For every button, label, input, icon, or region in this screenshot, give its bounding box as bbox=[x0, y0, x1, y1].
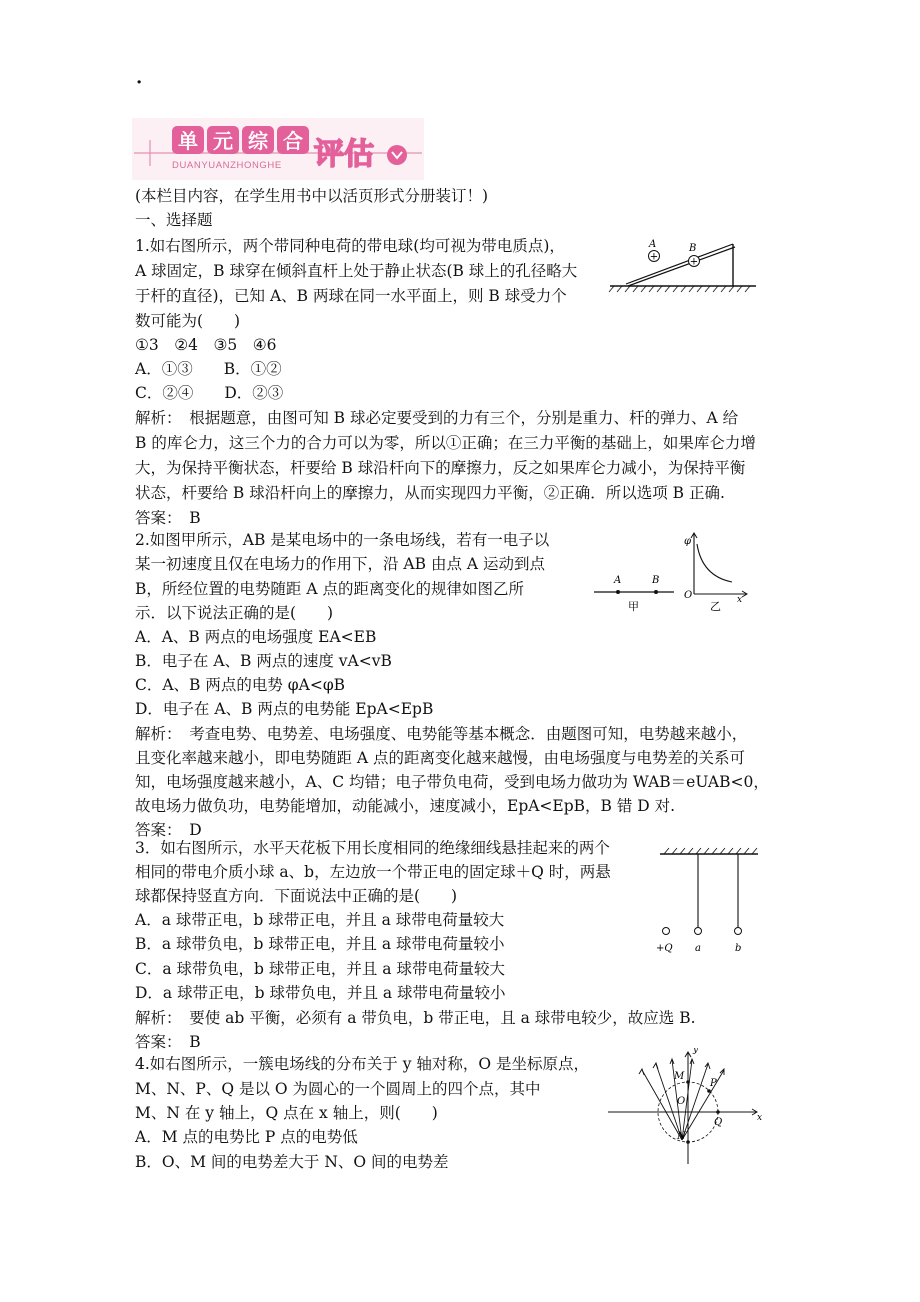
q4-stem-1: 4.如右图所示，一簇电场线的分布关于 y 轴对称，O 是坐标原点， bbox=[135, 1055, 590, 1073]
q2-potential-curve bbox=[697, 544, 732, 582]
q1-stem-1: 1.如右图所示，两个带同种电荷的带电球(均可视为带电质点)， bbox=[135, 237, 565, 255]
q1-figure-incline bbox=[608, 230, 758, 300]
banner-char-4: 合 bbox=[283, 129, 303, 153]
q2-stem-4: 示．以下说法正确的是( ) bbox=[135, 604, 334, 622]
svg-text:y: y bbox=[693, 1048, 699, 1055]
q1-analysis-2: B 的库仑力，这三个力的合力可以为零，所以①正确；在三力平衡的基础上，如果库仑力增 bbox=[135, 434, 756, 452]
q2-figure bbox=[592, 528, 756, 628]
svg-text:+Q: +Q bbox=[656, 943, 673, 954]
q1-answer: 答案： B bbox=[135, 509, 201, 527]
q2-option-d: D．电子在 A、B 两点的电势能 EpA<EpB bbox=[135, 700, 434, 718]
svg-text:+: + bbox=[689, 256, 699, 268]
svg-text:M: M bbox=[674, 1071, 685, 1082]
q3-ball-b bbox=[735, 928, 742, 935]
q2-stem-2: 某一初速度且仅在电场力的作用下，沿 AB 由点 A 运动到点 bbox=[135, 555, 545, 573]
binding-note: (本栏目内容，在学生用书中以活页形式分册装订！) bbox=[135, 187, 489, 205]
q3-ball-a bbox=[695, 928, 702, 935]
svg-text:甲: 甲 bbox=[628, 600, 639, 613]
svg-text:x: x bbox=[757, 1113, 763, 1123]
q3-stem-2: 相同的带电介质小球 a、b，左边放一个带正电的固定球＋Q 时，两悬 bbox=[135, 863, 611, 881]
q3-answer: 答案： B bbox=[135, 1033, 201, 1051]
section-heading: 一、选择题 bbox=[135, 211, 213, 229]
q3-stem-3: 球都保持竖直方向．下面说法中正确的是( ) bbox=[135, 887, 458, 905]
q3-figure-pendulums bbox=[650, 842, 762, 962]
svg-text:a: a bbox=[695, 943, 701, 954]
q1-analysis-4: 状态，杆要给 B 球沿杆向上的摩擦力，从而实现四力平衡，②正确．所以选项 B 正确. bbox=[135, 484, 725, 502]
q1-items: ①3 ②4 ③5 ④6 bbox=[135, 336, 277, 354]
q2-answer: 答案： D bbox=[135, 821, 202, 839]
q3-option-b: B．a 球带负电，b 球带正电，并且 a 球带电荷量较小 bbox=[135, 935, 505, 953]
svg-text:B: B bbox=[652, 575, 660, 586]
banner-pinyin: DUANYUANZHONGHE bbox=[172, 160, 282, 171]
svg-text:φ: φ bbox=[684, 536, 692, 547]
svg-text:P: P bbox=[710, 1078, 717, 1089]
q1-option-row-1: A．①③ B．①② bbox=[135, 360, 282, 378]
q3-option-d: D．a 球带正电，b 球带负电，并且 a 球带电荷量较小 bbox=[135, 984, 506, 1002]
banner-char-2: 元 bbox=[213, 129, 233, 153]
q2-option-b: B．电子在 A、B 两点的速度 vA<vB bbox=[135, 652, 392, 670]
unit-banner bbox=[132, 118, 424, 180]
q3-ball-q bbox=[663, 928, 670, 935]
q2-analysis-4: 故电场力做负功，电势能增加，动能减小，速度减小，EpA<EpB，B 错 D 对. bbox=[135, 797, 676, 815]
q4-stem-3: M、N 在 y 轴上，Q 点在 x 轴上，则( ) bbox=[135, 1104, 438, 1122]
q4-option-b: B．O、M 间的电势差大于 N、O 间的电势差 bbox=[135, 1153, 449, 1171]
q3-option-a: A．a 球带正电，b 球带正电，并且 a 球带电荷量较大 bbox=[135, 911, 505, 929]
q2-option-c: C．A、B 两点的电势 φA<φB bbox=[135, 676, 346, 694]
q1-analysis-1: 解析： 根据题意，由图可知 B 球必定要受到的力有三个，分别是重力、杆的弹力、A 给 bbox=[135, 409, 739, 427]
banner-char-3: 综 bbox=[248, 129, 268, 153]
svg-text:b: b bbox=[735, 943, 742, 954]
banner-suffix: 评估 bbox=[314, 137, 374, 172]
svg-text:O: O bbox=[684, 590, 693, 601]
svg-text:x: x bbox=[737, 595, 743, 605]
q2-analysis-1: 解析： 考查电势、电势差、电场强度、电势能等基本概念．由题图可知，电势越来越小， bbox=[135, 725, 748, 743]
svg-text:A: A bbox=[649, 239, 657, 250]
q2-analysis-2: 且变化率越来越小，即电势随距 A 点的距离变化越来越慢，由电场强度与电势差的关系可 bbox=[135, 749, 746, 767]
q1-option-row-2: C．②④ D．②③ bbox=[135, 384, 284, 402]
banner-char-1: 单 bbox=[178, 129, 198, 153]
svg-text:+: + bbox=[649, 251, 659, 263]
q1-analysis-3: 大，为保持平衡状态，杆要给 B 球沿杆向下的摩擦力，反之如果库仑力减小，为保持平衡 bbox=[135, 459, 746, 477]
q4-option-a: A．M 点的电势比 P 点的电势低 bbox=[135, 1128, 358, 1146]
q4-figure-field bbox=[606, 1048, 766, 1166]
q3-stem-1: 3．如右图所示，水平天花板下用长度相同的绝缘细线悬挂起来的两个 bbox=[135, 839, 610, 857]
top-mark: · bbox=[136, 72, 143, 93]
q2-stem-1: 2.如图甲所示，AB 是某电场中的一条电场线，若有一电子以 bbox=[135, 531, 550, 549]
q2-option-a: A．A、B 两点的电场强度 EA<EB bbox=[135, 628, 377, 646]
q1-stem-2: A 球固定，B 球穿在倾斜直杆上处于静止状态(B 球上的孔径略大 bbox=[135, 262, 578, 280]
q3-analysis: 解析： 要使 ab 平衡，必须有 a 带负电，b 带正电，且 a 球带电较少，故应选 B. bbox=[135, 1009, 696, 1027]
svg-text:N: N bbox=[677, 1131, 686, 1142]
down-arrow-icon bbox=[387, 145, 407, 165]
q4-stem-2: M、N、P、Q 是以 O 为圆心的一个圆周上的四个点，其中 bbox=[135, 1080, 541, 1098]
svg-text:O: O bbox=[677, 1096, 686, 1107]
q2-stem-3: B，所经位置的电势随距 A 点的距离变化的规律如图乙所 bbox=[135, 580, 524, 598]
q2-analysis-3: 知，电场强度越来越小，A、C 均错；电子带负电荷，受到电场力做功为 WAB＝eUAB<0， bbox=[135, 773, 769, 791]
q1-stem-4: 数可能为( ) bbox=[135, 312, 241, 330]
q1-stem-3: 于杆的直径)，已知 A、B 两球在同一水平面上，则 B 球受力个 bbox=[135, 287, 567, 305]
svg-text:Q: Q bbox=[714, 1117, 723, 1128]
svg-text:乙: 乙 bbox=[710, 600, 721, 613]
svg-text:A: A bbox=[614, 575, 622, 586]
q3-option-c: C．a 球带负电，b 球带正电，并且 a 球带电荷量较大 bbox=[135, 960, 505, 978]
svg-text:B: B bbox=[689, 243, 697, 254]
